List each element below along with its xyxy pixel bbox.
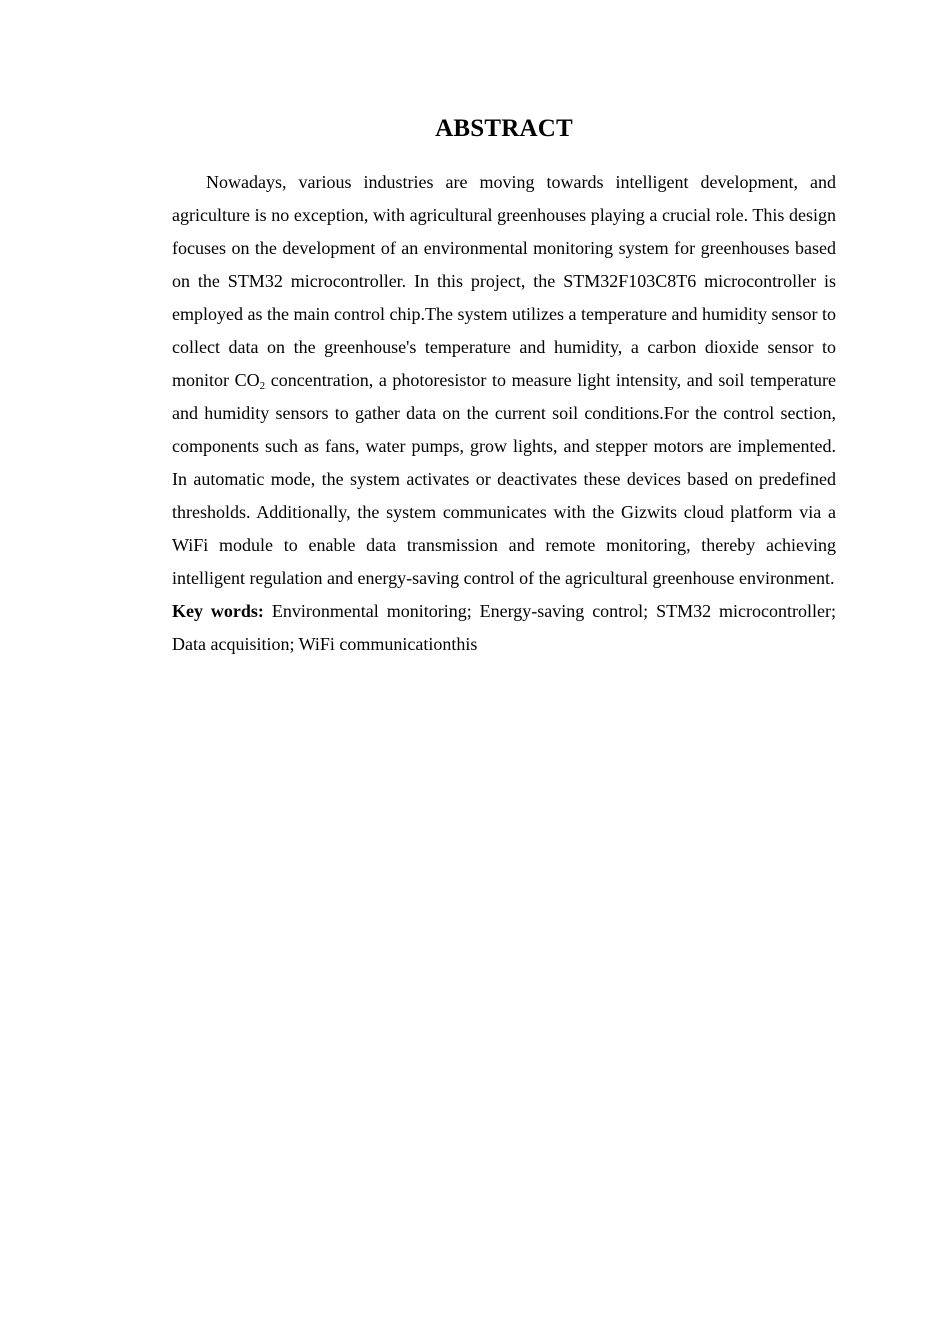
abstract-text-part1: Nowadays, various industries are moving towards intelligent development, and agriculture is no exception, with agricultural greenhouses playing a crucial role. This design focuses on the development of an environmental monitoring system for greenhouses based on the STM32 microcontroller. In this project, the STM32F103C8T6 microcontroller is employed as the main control chip.The system utilizes a temperature and humidity sensor to collect data on the greenhouse's temperature and humidity, a carbon dioxide sensor to monitor CO (172, 172, 836, 390)
abstract-section (172, 112, 836, 661)
abstract-paragraph (172, 166, 836, 595)
keywords-text: Environmental monitoring; Energy-saving control; STM32 microcontroller; Data acquisition; WiFi communicationthis (172, 601, 836, 654)
co2-subscript: 2 (259, 380, 266, 392)
page-title: ABSTRACT (435, 115, 573, 142)
abstract-text-part2: concentration, a photoresistor to measure light intensity, and soil temperature and humidity sensors to gather data on the current soil conditions.For the control section, components such as fans, water pumps, grow lights, and stepper motors are implemented. In automatic mode, the system activates or deactivates these devices based on predefined thresholds. Additionally, the system communicates with the Gizwits cloud platform via a WiFi module to enable data transmission and remote monitoring, thereby achieving intelligent regulation and energy-saving control of the agricultural greenhouse environment. (172, 370, 836, 588)
keywords-paragraph (172, 595, 836, 661)
keywords-label: Key words: (172, 601, 264, 621)
